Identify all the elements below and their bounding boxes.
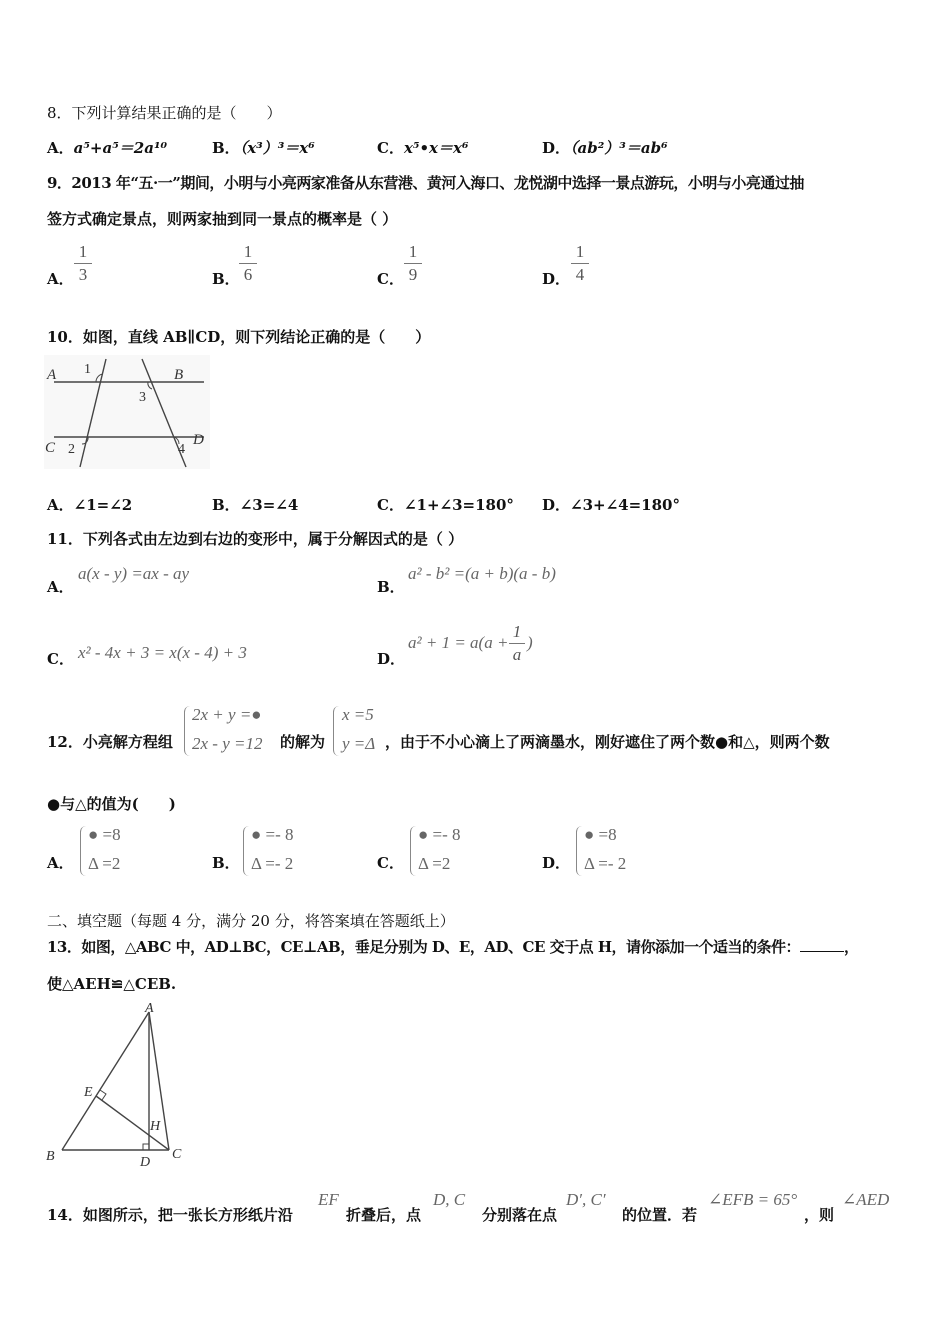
q12-option-c-row1: ● =- 8 bbox=[418, 825, 461, 844]
q10-option-c-label: C． bbox=[377, 496, 404, 514]
q11-option-d-label[interactable]: D． bbox=[377, 650, 406, 668]
q9-option-b-label[interactable]: B． bbox=[212, 270, 240, 288]
q11-option-c-expr: x² - 4x + 3 = x(x - 4) + 3 bbox=[78, 643, 247, 662]
q12-option-c-label[interactable]: C． bbox=[377, 854, 404, 872]
q14-math-primed-points: D′, C′ bbox=[566, 1190, 606, 1209]
q10-stem: 10．如图，直线 AB∥CD，则下列结论正确的是（ ） bbox=[47, 328, 431, 346]
q8-option-a-label: A． bbox=[47, 139, 74, 157]
q12-option-a-row2: Δ =2 bbox=[88, 854, 121, 873]
q8-option-d-label: D． bbox=[542, 139, 571, 157]
q10-option-d-label: D． bbox=[542, 496, 571, 514]
point-h-label: H bbox=[150, 1119, 161, 1134]
q12-solution-x: x =5 bbox=[342, 705, 374, 724]
q10-option-b[interactable] bbox=[212, 494, 298, 515]
q11-option-a-label[interactable]: A． bbox=[47, 578, 74, 596]
q12-option-a-label[interactable]: A． bbox=[47, 854, 74, 872]
angle-3-label: 3 bbox=[139, 390, 146, 405]
q8-option-b-label: B． bbox=[212, 139, 240, 157]
q8-option-c-expr: x⁵•x＝x⁶ bbox=[403, 139, 469, 157]
q12-stem-line2: ●与△的值为( ) bbox=[47, 795, 176, 813]
q9-option-d-label[interactable]: D． bbox=[542, 270, 571, 288]
q11-d-numerator: 1 bbox=[512, 622, 522, 641]
q10-option-a-label: A． bbox=[47, 496, 74, 514]
q12-stem-mid: 的解为 bbox=[280, 733, 326, 751]
q14-text-3: 分别落在点 bbox=[482, 1206, 558, 1224]
q9-d-numerator: 1 bbox=[575, 242, 585, 261]
q13-triangle-figure bbox=[44, 1000, 194, 1172]
q10-parallel-lines-figure bbox=[44, 355, 210, 469]
q8-option-a-expr: a⁵+a⁵＝2a¹⁰ bbox=[73, 139, 168, 157]
point-b-label: B bbox=[174, 367, 184, 383]
q13-stem-line1-text: 13．如图，△ABC 中，AD⊥BC，CE⊥AB，垂足分别为 D、E，AD、CE 交于点 H，请你添加一个适当的条件： bbox=[47, 938, 800, 956]
q12-solution-brace bbox=[333, 706, 339, 756]
q9-stem-line2: 签方式确定景点，则两家抽到同一景点的概率是（ ） bbox=[47, 210, 398, 228]
q12-option-b-brace bbox=[243, 826, 249, 876]
q14-text-5: ，则 bbox=[804, 1206, 835, 1224]
q11-stem: 11．下列各式由左边到右边的变形中，属于分解因式的是（ ） bbox=[47, 530, 464, 548]
q9-option-a-label[interactable]: A． bbox=[47, 270, 74, 288]
q10-option-b-label: B． bbox=[212, 496, 240, 514]
vertex-a-label: A bbox=[145, 1001, 154, 1016]
foot-d-label: D bbox=[140, 1155, 151, 1170]
q12-option-b-row1: ● =- 8 bbox=[251, 825, 294, 844]
q14-text-4: 的位置．若 bbox=[622, 1206, 698, 1224]
q13-stem-line1-end: ， bbox=[844, 938, 859, 956]
q8-option-a[interactable] bbox=[47, 137, 167, 158]
q8-option-c-label: C． bbox=[377, 139, 404, 157]
point-a-label: A bbox=[47, 367, 57, 383]
q10-option-b-expr: ∠3=∠4 bbox=[239, 496, 299, 514]
q14-text-1: 14．如图所示，把一张长方形纸片沿 bbox=[47, 1206, 293, 1224]
angle-1-label: 1 bbox=[84, 362, 91, 377]
q11-option-b-label[interactable]: B． bbox=[377, 578, 405, 596]
q12-system-eq2: 2x - y =12 bbox=[192, 734, 263, 753]
q12-solution-y: y =Δ bbox=[342, 734, 376, 753]
q9-b-denominator: 6 bbox=[243, 265, 253, 284]
q9-a-numerator: 1 bbox=[78, 242, 88, 261]
q11-option-c-label[interactable]: C． bbox=[47, 650, 74, 668]
q12-option-c-row2: Δ =2 bbox=[418, 854, 451, 873]
foot-e-label: E bbox=[84, 1085, 93, 1100]
q8-option-c[interactable] bbox=[377, 137, 469, 158]
right-angle-e-mark bbox=[100, 1090, 106, 1100]
q12-stem-pre: 12．小亮解方程组 bbox=[47, 733, 173, 751]
q12-option-d-row1: ● =8 bbox=[584, 825, 617, 844]
right-angle-d-mark bbox=[143, 1144, 149, 1150]
q8-option-b[interactable] bbox=[212, 137, 315, 158]
q12-option-b-row2: Δ =- 2 bbox=[251, 854, 294, 873]
q10-option-a-expr: ∠1=∠2 bbox=[73, 496, 133, 514]
point-d-label: D bbox=[193, 432, 204, 448]
q9-option-b-fraction bbox=[237, 242, 259, 285]
angle-2-label: 2 bbox=[68, 442, 75, 457]
q10-option-c[interactable] bbox=[377, 494, 514, 515]
q9-option-d-fraction bbox=[569, 242, 591, 285]
q8-option-d[interactable] bbox=[542, 137, 668, 158]
q9-option-c-fraction bbox=[402, 242, 424, 285]
vertex-c-label: C bbox=[172, 1147, 182, 1162]
q12-option-d-row2: Δ =- 2 bbox=[584, 854, 627, 873]
q9-b-numerator: 1 bbox=[243, 242, 253, 261]
q12-option-d-label[interactable]: D． bbox=[542, 854, 571, 872]
q11-option-d-expr-pre: a² + 1 = a(a + bbox=[408, 633, 509, 652]
q12-option-b-label[interactable]: B． bbox=[212, 854, 240, 872]
q11-d-denominator: a bbox=[512, 645, 522, 664]
q9-option-c-label[interactable]: C． bbox=[377, 270, 404, 288]
q9-c-denominator: 9 bbox=[408, 265, 418, 284]
q13-stem-line2: 使△AEH≌△CEB. bbox=[47, 975, 177, 993]
vertex-b-label: B bbox=[46, 1149, 55, 1164]
point-c-label: C bbox=[45, 440, 56, 456]
q10-option-c-expr: ∠1+∠3=180° bbox=[403, 496, 514, 514]
q8-option-b-expr: （x³）³＝x⁶ bbox=[239, 139, 315, 157]
q9-a-denominator: 3 bbox=[78, 265, 88, 284]
q11-option-d-fraction bbox=[507, 622, 527, 665]
q14-text-2: 折叠后，点 bbox=[346, 1206, 422, 1224]
q11-option-d-expr-post: ) bbox=[527, 633, 533, 652]
q13-answer-blank[interactable] bbox=[800, 939, 844, 952]
q9-stem-line1: 9．2013 年“五·一”期间，小明与小亮两家准备从东营港、黄河入海口、龙悦湖中选择一景点游玩，小明与小亮通过抽 bbox=[47, 174, 804, 192]
section-2-heading: 二、填空题（每题 4 分，满分 20 分，将答案填在答题纸上） bbox=[47, 912, 455, 930]
q12-option-a-row1: ● =8 bbox=[88, 825, 121, 844]
q13-stem-line1 bbox=[47, 936, 859, 957]
q14-math-angle-efb: ∠EFB = 65° bbox=[708, 1190, 798, 1209]
q12-option-c-brace bbox=[410, 826, 416, 876]
q9-d-denominator: 4 bbox=[575, 265, 585, 284]
q12-option-a-brace bbox=[80, 826, 86, 876]
q12-option-d-brace bbox=[576, 826, 582, 876]
q12-stem-post: ，由于不小心滴上了两滴墨水，刚好遮住了两个数●和△，则两个数 bbox=[385, 733, 830, 751]
q10-option-d-expr: ∠3+∠4=180° bbox=[570, 496, 680, 514]
q14-math-points: D, C bbox=[433, 1190, 466, 1209]
q8-option-d-expr: （ab²）³＝ab⁶ bbox=[570, 139, 668, 157]
q12-system-brace bbox=[184, 706, 190, 756]
q11-option-b-expr: a² - b² =(a + b)(a - b) bbox=[408, 564, 556, 583]
q9-option-a-fraction bbox=[72, 242, 94, 285]
q14-math-angle-aed: ∠AED bbox=[842, 1190, 890, 1209]
q10-option-a[interactable] bbox=[47, 494, 132, 515]
side-ab bbox=[62, 1012, 149, 1150]
q8-stem: 8．下列计算结果正确的是（ ） bbox=[47, 104, 282, 122]
angle-4-label: 4 bbox=[178, 442, 185, 457]
q11-option-a-expr: a(x - y) =ax - ay bbox=[78, 564, 190, 583]
q9-c-numerator: 1 bbox=[408, 242, 418, 261]
q14-math-ef: EF bbox=[318, 1190, 339, 1209]
q10-option-d[interactable] bbox=[542, 494, 680, 515]
q12-system-eq1: 2x + y =● bbox=[192, 705, 262, 724]
